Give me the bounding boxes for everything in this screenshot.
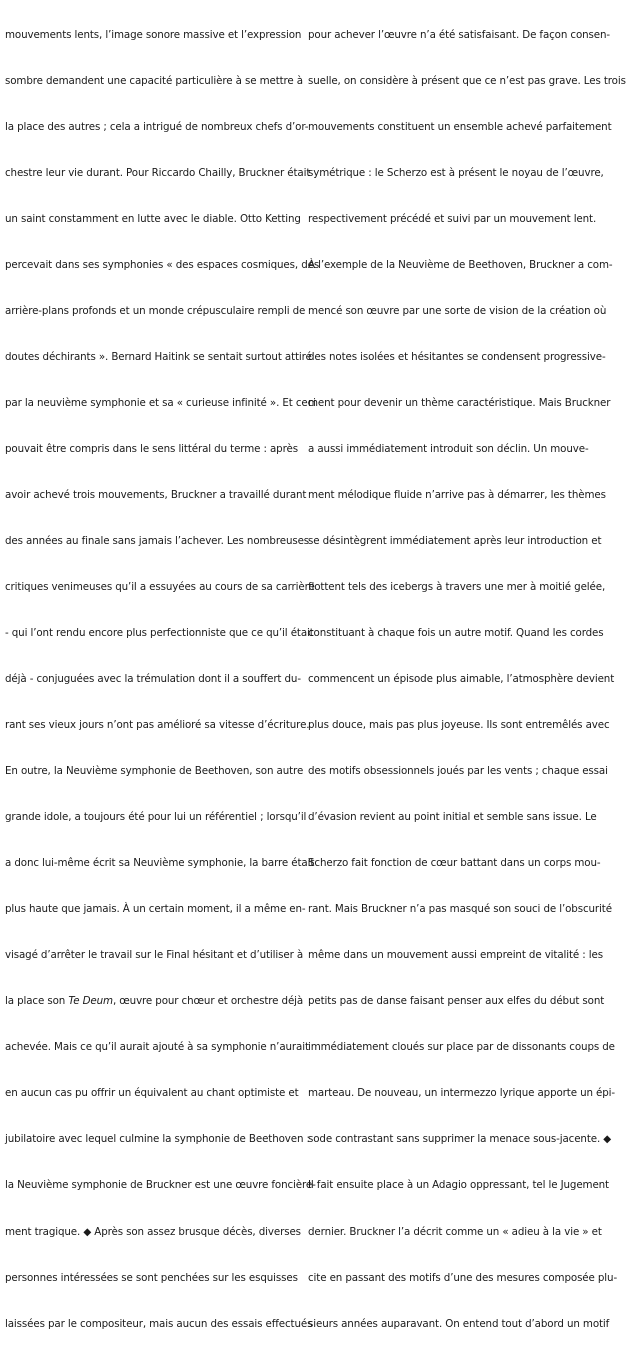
text-line: Il fait ensuite place à un Adagio oppressant, tel le Jugement — [308, 1179, 609, 1192]
text-line: des motifs obsessionnels joués par les vents ; chaque essai — [308, 765, 608, 778]
text-line: en aucun cas pu offrir un équivalent au chant optimiste et — [5, 1087, 299, 1100]
text-line: rant. Mais Bruckner n’a pas masqué son souci de l’obscurité — [308, 903, 612, 916]
text-line: plus douce, mais pas plus joyeuse. Ils sont entremêlés avec — [308, 719, 610, 732]
text-line: petits pas de danse faisant penser aux elfes du début sont — [308, 995, 605, 1008]
text-line: suelle, on considère à présent que ce n’est pas grave. Les trois — [308, 74, 626, 87]
text-line: avoir achevé trois mouvements, Bruckner a travaillé durant — [5, 489, 307, 501]
text-line: la place des autres ; cela a intrigué de nombreux chefs d’or- — [5, 120, 309, 133]
text-line: d’évasion revient au point initial et semble sans issue. Le — [308, 811, 597, 824]
text-line: se désintègrent immédiatement après leur introduction et — [308, 535, 602, 548]
text-line: un saint constamment en lutte avec le diable. Otto Ketting — [5, 212, 301, 225]
text-line: pouvait être compris dans le sens littéral du terme : après — [5, 442, 298, 455]
text-line: dernier. Bruckner l’a décrit comme un « adieu à la vie » et — [308, 1225, 602, 1238]
text-line: critiques venimeuses qu’il a essuyées au cours de sa carrière — [5, 581, 315, 594]
text-fragment: la place son — [5, 995, 69, 1008]
text-line: visagé d’arrêter le travail sur le Final hésitant et d’utiliser à — [5, 949, 304, 962]
text-line: même dans un mouvement aussi empreint de vitalité : les — [308, 949, 603, 962]
text-line: des années au finale sans jamais l’achever. Les nombreuses — [5, 535, 310, 548]
text-line: mouvements lents, l’image sonore massive et l’expression — [5, 28, 302, 41]
text-line: constituant à chaque fois un autre motif. Quand les cordes — [308, 627, 604, 640]
text-line: déjà - conjuguées avec la trémulation dont il a souffert du- — [5, 673, 301, 686]
text-line: En outre, la Neuvième symphonie de Beethoven, son autre — [5, 765, 304, 778]
text-line: a aussi immédiatement introduit son déclin. Un mouve- — [308, 442, 589, 455]
te-deum-title: Te Deum — [68, 995, 113, 1008]
text-line: Scherzo fait fonction de cœur battant dans un corps mou- — [308, 857, 601, 870]
text-line: symétrique : le Scherzo est à présent le noyau de l’œuvre, — [308, 166, 604, 179]
text-line: À l’exemple de la Neuvième de Beethoven, Bruckner a com- — [308, 258, 613, 271]
text-line: - qui l’ont rendu encore plus perfectionniste que ce qu’il était — [5, 627, 314, 640]
text-line: doutes déchirants ». Bernard Haitink se sentait surtout attiré — [5, 350, 312, 363]
text-line: sieurs années auparavant. On entend tout d’abord un motif — [308, 1317, 610, 1330]
text-line: rant ses vieux jours n’ont pas amélioré sa vitesse d’écriture. — [5, 719, 310, 732]
text-line: la Neuvième symphonie de Bruckner est une œuvre foncière- — [5, 1179, 316, 1192]
text-line: flottent tels des icebergs à travers une mer à moitié gelée, — [308, 581, 606, 594]
text-line: plus haute que jamais. À un certain moment, il a même en- — [5, 903, 306, 916]
text-line: personnes intéressées se sont penchées sur les esquisses — [5, 1271, 298, 1284]
text-line: marteau. De nouveau, un intermezzo lyrique apporte un épi- — [308, 1087, 616, 1100]
text-line: grande idole, a toujours été pour lui un référentiel ; lorsqu’il — [5, 811, 307, 824]
text-line: jubilatoire avec lequel culmine la symphonie de Beethoven : — [5, 1133, 310, 1146]
text-line: respectivement précédé et suivi par un mouvement lent. — [308, 212, 597, 225]
text-line: arrière-plans profonds et un monde crépusculaire rempli de — [5, 304, 306, 317]
text-line: a donc lui-même écrit sa Neuvième symphonie, la barre était — [5, 857, 315, 870]
text-line: chestre leur vie durant. Pour Riccardo Chailly, Bruckner était — [5, 166, 311, 179]
text-fragment: , œuvre pour chœur et orchestre déjà — [112, 995, 304, 1008]
text-line-te-deum — [5, 994, 304, 1009]
text-line: laissées par le compositeur, mais aucun des essais effectués — [5, 1317, 313, 1330]
text-line: commencent un épisode plus aimable, l’atmosphère devient — [308, 673, 615, 686]
text-line: percevait dans ses symphonies « des espaces cosmiques, des — [5, 258, 320, 271]
text-line: mencé son œuvre par une sorte de vision de la création où — [308, 304, 607, 317]
text-line: ment pour devenir un thème caractéristique. Mais Bruckner — [308, 396, 611, 409]
text-line: sombre demandent une capacité particulière à se mettre à — [5, 74, 303, 87]
text-line: par la neuvième symphonie et sa « curieuse infinité ». Et ceci — [5, 396, 316, 409]
text-line: sode contrastant sans supprimer la menace sous-jacente. ◆ — [308, 1133, 612, 1146]
text-line: cite en passant des motifs d’une des mesures composée plu- — [308, 1271, 618, 1284]
text-line: des notes isolées et hésitantes se condensent progressive- — [308, 350, 606, 363]
text-line: ment mélodique fluide n’arrive pas à démarrer, les thèmes — [308, 489, 606, 501]
left-text-column — [5, 0, 320, 1363]
text-line: achevée. Mais ce qu’il aurait ajouté à sa symphonie n’aurait — [5, 1041, 309, 1054]
text-line: mouvements constituent un ensemble achevé parfaitement — [308, 120, 612, 133]
right-text-column — [308, 0, 626, 1363]
text-line: immédiatement cloués sur place par de dissonants coups de — [308, 1041, 615, 1054]
text-line: pour achever l’œuvre n’a été satisfaisant. De façon consen- — [308, 28, 610, 41]
text-line: ment tragique. ◆ Après son assez brusque décès, diverses — [5, 1225, 301, 1238]
